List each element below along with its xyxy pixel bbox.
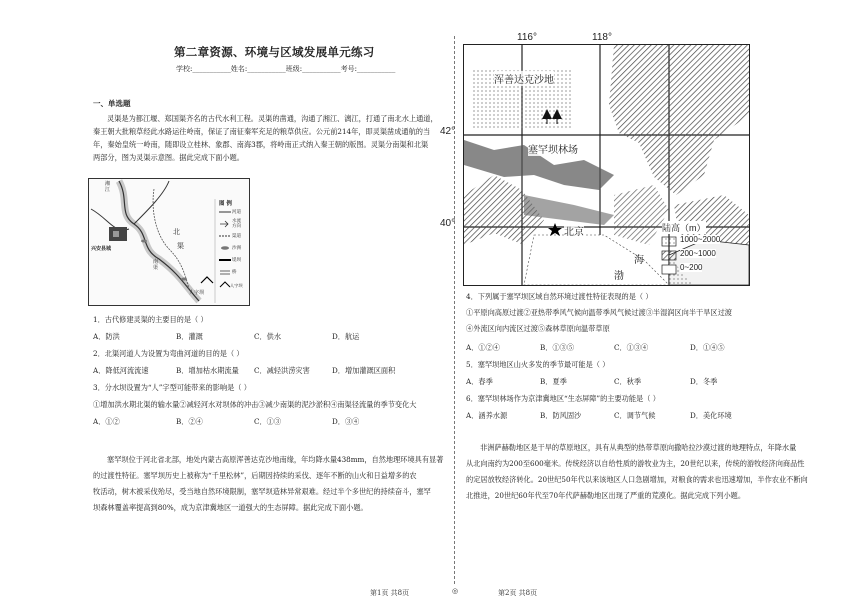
map1-label-nanqu: 南渠 (153, 259, 159, 271)
q4-option-a[interactable]: A．①②④ (466, 343, 500, 352)
question-3-stem: 3．分水坝设置为“人”字型可能带来的影响是（ ） (93, 383, 251, 392)
map2-label-forest: 塞罕坝林场 (528, 141, 578, 156)
page-number-1: 第1页 共8页 (370, 589, 410, 597)
legend-bridge: 桥 (232, 270, 237, 275)
q2-option-b[interactable]: B．增加枯水期流量 (176, 366, 239, 375)
lon-label-116: 116° (517, 32, 537, 43)
passage-line: 非洲萨赫勒地区是干旱的草原地区，具有从典型的热带草原向撒哈拉沙漠过渡的地理特点，年降水量 (480, 443, 797, 452)
map1-legend-title: 图 例 (219, 201, 232, 207)
question-4-stem: 4．下列属于塞罕坝区域自然环境过渡性特征表现的是（ ） (466, 292, 653, 301)
lingqu-map-drawing (89, 179, 249, 305)
legend-herringbone: 人字坝 (230, 283, 243, 288)
passage-line: 塞罕坝位于河北省北部，地处内蒙古高原浑善达克沙地南缘，年均降水量438mm，自然地理环境具有显著 (107, 455, 444, 464)
question-1 (93, 313, 208, 326)
passage-line: 坝森林覆盖率提高到80%，成为京津冀地区一道强大的生态屏障。据此完成下面小题。 (93, 503, 368, 512)
passage-line: 灵渠是为都江堰、郑国渠齐名的古代水利工程。灵渠的凿通，沟通了湘江、漓江，打通了南北水上通道， (107, 114, 438, 123)
q6-option-b[interactable]: B．防风固沙 (540, 411, 582, 420)
map1-label-qu: 渠 (177, 242, 184, 250)
passage-lingqu (93, 112, 438, 164)
map2-legend-title: 陆高（m） (662, 223, 706, 233)
legend-200-1000: 200~1000 (680, 249, 716, 258)
legend-river: 河道 (232, 210, 241, 215)
page-separator-icon: ◎ (452, 587, 459, 595)
q6-option-d[interactable]: D．美化环境 (690, 411, 732, 420)
passage-line: 年，秦始皇统一岭南，随即设立桂林、象郡、南海3郡，将岭南正式纳入秦王朝的版图。灵渠分南渠和北渠 (93, 140, 429, 149)
q6-option-a[interactable]: A．涵养水源 (466, 411, 508, 420)
passage-line: 北推进，20世纪60年代至70年代萨赫勒地区出现了严重的荒漠化。据此完成下列小题。 (466, 491, 746, 500)
page-title: 第二章资源、环境与区域发展单元练习 (174, 45, 375, 59)
q5-option-d[interactable]: D．冬季 (690, 377, 718, 386)
map1-label-dam: 人字坝 (189, 290, 205, 296)
q4-option-c[interactable]: C．①③④ (614, 343, 649, 352)
question-6-stem: 6．塞罕坝林场作为京津冀地区“生态屏障”的主要功能是（ ） (466, 394, 660, 403)
passage-line: 从北向南约为200至600毫米。传统经济以自给性质的游牧业为主，20世纪以来，传统的游牧经济向商品性 (466, 459, 805, 468)
passage-line: 的定居放牧经济转化。20世纪50年代以来该地区人口急剧增加，对粮食的需求也迅速增加，半作农业不断向 (466, 475, 808, 484)
q3-option-d[interactable]: D．③④ (332, 417, 360, 426)
q5-option-c[interactable]: C．秋季 (614, 377, 642, 386)
map1-label-town: 兴安县城 (91, 246, 112, 252)
lingqu-map (88, 178, 250, 306)
q5-option-b[interactable]: B．夏季 (540, 377, 567, 386)
map2-label-sandland: 浑善达克沙地 (494, 71, 554, 86)
passage-line: 的过渡性特征。塞罕坝历史上被称为“千里松林”，后期因持续的采伐、逐年不断的山火和日益增多的农 (93, 471, 417, 480)
q4-option-b[interactable]: B．①③⑤ (540, 343, 575, 352)
q5-option-a[interactable]: A．春季 (466, 377, 493, 386)
map1-label-xiangjiang: 湘江 (105, 181, 111, 193)
passage-sahel (466, 440, 808, 504)
q1-option-a[interactable]: A．防洪 (93, 332, 120, 341)
q6-option-c[interactable]: C．调节气候 (614, 411, 656, 420)
lat-label-42: 42° (440, 126, 456, 137)
question-stem: 1．古代修建灵渠的主要目的是（ ） (93, 315, 208, 324)
map2-label-bay: 渤 (614, 271, 624, 282)
legend-dam: 堤坝 (232, 258, 241, 263)
q2-option-c[interactable]: C．减轻洪涝灾害 (254, 366, 310, 375)
legend-sandbar: 沙洲 (232, 246, 241, 251)
q1-option-b[interactable]: B．灌溉 (176, 332, 203, 341)
passage-line: 秦王朝大批粮草经此水路运往岭南，保证了南征秦军充足的粮草供应。公元前214年，即灵渠凿成通航的当 (93, 127, 431, 136)
capital-star-icon (548, 223, 562, 236)
q2-option-d[interactable]: D．增加灌溉区面积 (332, 366, 396, 375)
legend-canal: 渠道 (232, 234, 241, 239)
map1-label-bei: 北 (173, 228, 180, 236)
section-heading: 一、单选题 (93, 99, 131, 108)
q2-option-a[interactable]: A．降低河流流速 (93, 366, 149, 375)
question-5-stem: 5．塞罕坝地区山火多发的季节最可能是（ ） (466, 360, 610, 369)
page-divider (454, 36, 455, 584)
q3-option-a[interactable]: A．①② (93, 417, 120, 426)
legend-1000-2000: 1000~2000 (680, 235, 721, 244)
q3-option-b[interactable]: B．②④ (176, 417, 203, 426)
student-info-line: 学校:___________姓名:___________班级:___________考号:___________ (176, 65, 396, 73)
question-4-statements: ④外流区向内流区过渡⑤森林草原向温带草原 (466, 324, 610, 333)
passage-line: 牧活动，树木被采伐殆尽，受当地自然环境限制，塞罕坝造林异常艰难。经过半个多世纪的持续奋斗，塞罕 (93, 487, 431, 496)
passage-saihanba (93, 452, 443, 516)
legend-0-200: 0~200 (680, 263, 703, 272)
q1-option-d[interactable]: D．航运 (332, 332, 360, 341)
lat-label-40: 40° (440, 218, 456, 229)
question-2-stem: 2．北渠河道人为设置为弯曲河道的目的是（ ） (93, 349, 244, 358)
question-3-statements: ①增加洪水期北渠的输水量②减轻河水对坝体的冲击③减少南渠的泥沙淤积④南渠径流量的季节变化大 (93, 400, 417, 409)
passage-line: 两部分，图为灵渠示意图。据此完成下面小题。 (93, 153, 244, 162)
map2-label-beijing: 北京 (564, 223, 584, 238)
saihanba-map (463, 44, 750, 286)
map2-label-sea: 海 (634, 255, 644, 266)
legend-flow: 水流方向 (232, 219, 241, 229)
question-4-statements: ①平原向高原过渡②亚热带季风气候向温带季风气候过渡③半湿润区向半干旱区过渡 (466, 308, 732, 317)
q1-option-c[interactable]: C．供水 (254, 332, 282, 341)
lon-label-118: 118° (592, 32, 612, 43)
q4-option-d[interactable]: D．①④⑤ (690, 343, 725, 352)
page-number-2: 第2页 共8页 (498, 589, 538, 597)
q3-option-c[interactable]: C．①③ (254, 417, 282, 426)
